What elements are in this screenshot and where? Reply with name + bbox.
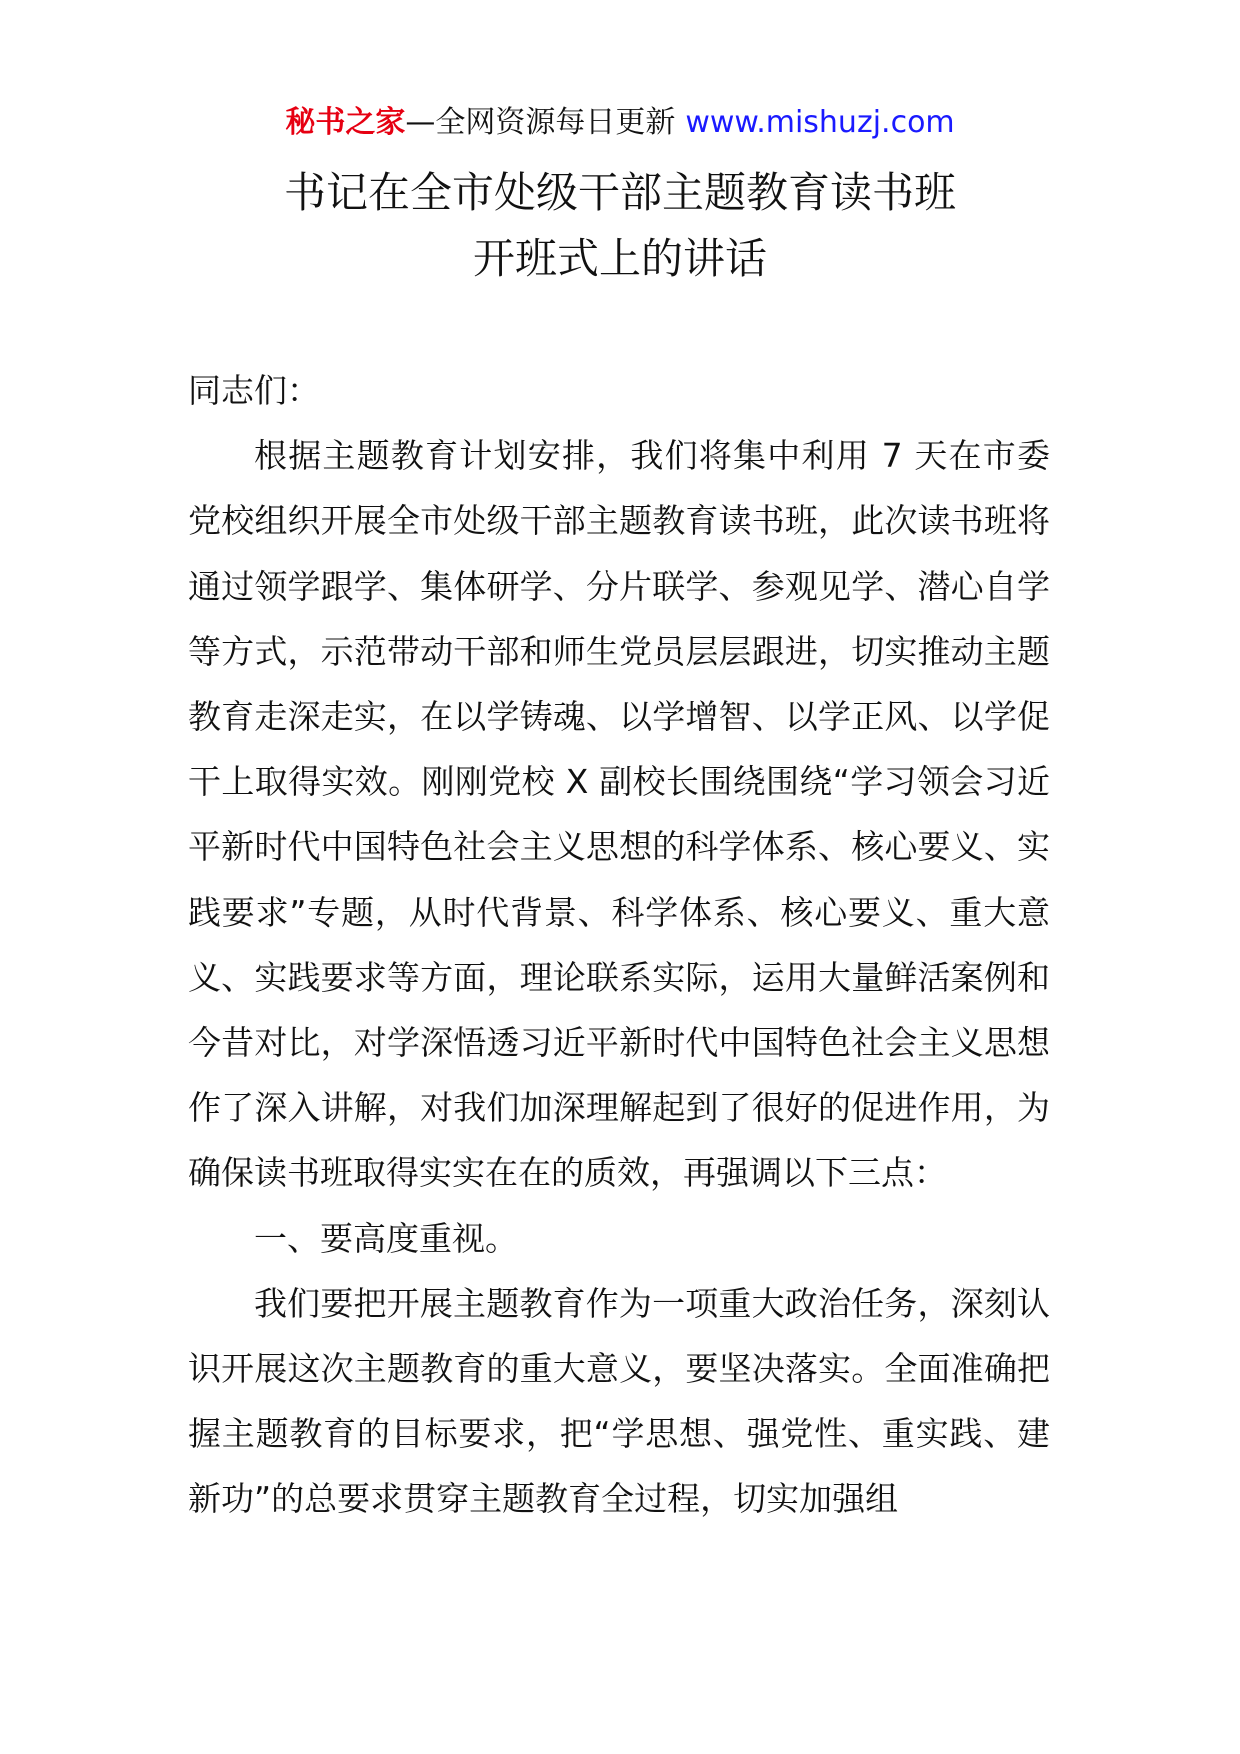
section-heading-1: 一、要高度重视。: [254, 1218, 518, 1258]
salutation: 同志们：: [188, 371, 320, 410]
site-header: [0, 100, 1240, 146]
paragraph-intro: 根据主题教育计划安排，我们将集中利用 7 天在市委党校组织开展全市处级干部主题教育读书班，此次读书班将通过领学跟学、集体研学、分片联学、参观见学、潜心自学等方式，示范带动干部和师生党员层层跟进，切实推动主题教育走深走实，在以学铸魂、以学增智、以学正风、以学促干上取得实效。刚刚党校 X 副校长围绕围绕“学习领会习近平新时代中国特色社会主义思想的科学体系、核心要义、实践要求”专题，从时代背景、科学体系、核心要义、重大意义、实践要求等方面，理论联系实际，运用大量鲜活案例和今昔对比，对学深悟透习近平新时代中国特色社会主义思想作了深入讲解，对我们加深理解起到了很好的促进作用，为确保读书班取得实实在在的质效，再强调以下三点：: [188, 436, 1050, 1193]
header-tagline: —全网资源每日更新: [405, 105, 676, 140]
brand-name: 秘书之家: [285, 105, 406, 140]
document-title-line-2: 开班式上的讲话: [472, 234, 767, 283]
paragraph-section-1: 我们要把开展主题教育作为一项重大政治任务，深刻认识开展这次主题教育的重大意义，要坚决落实。全面准确把握主题教育的目标要求，把“学思想、强党性、重实践、建新功”的总要求贯穿主题教育全过程，切实加强组: [188, 1283, 1050, 1519]
document-body: [188, 358, 1050, 1532]
document-title-line-1: 书记在全市处级干部主题教育读书班: [283, 168, 956, 217]
site-url-link[interactable]: www.mishuzj.com: [685, 105, 955, 140]
